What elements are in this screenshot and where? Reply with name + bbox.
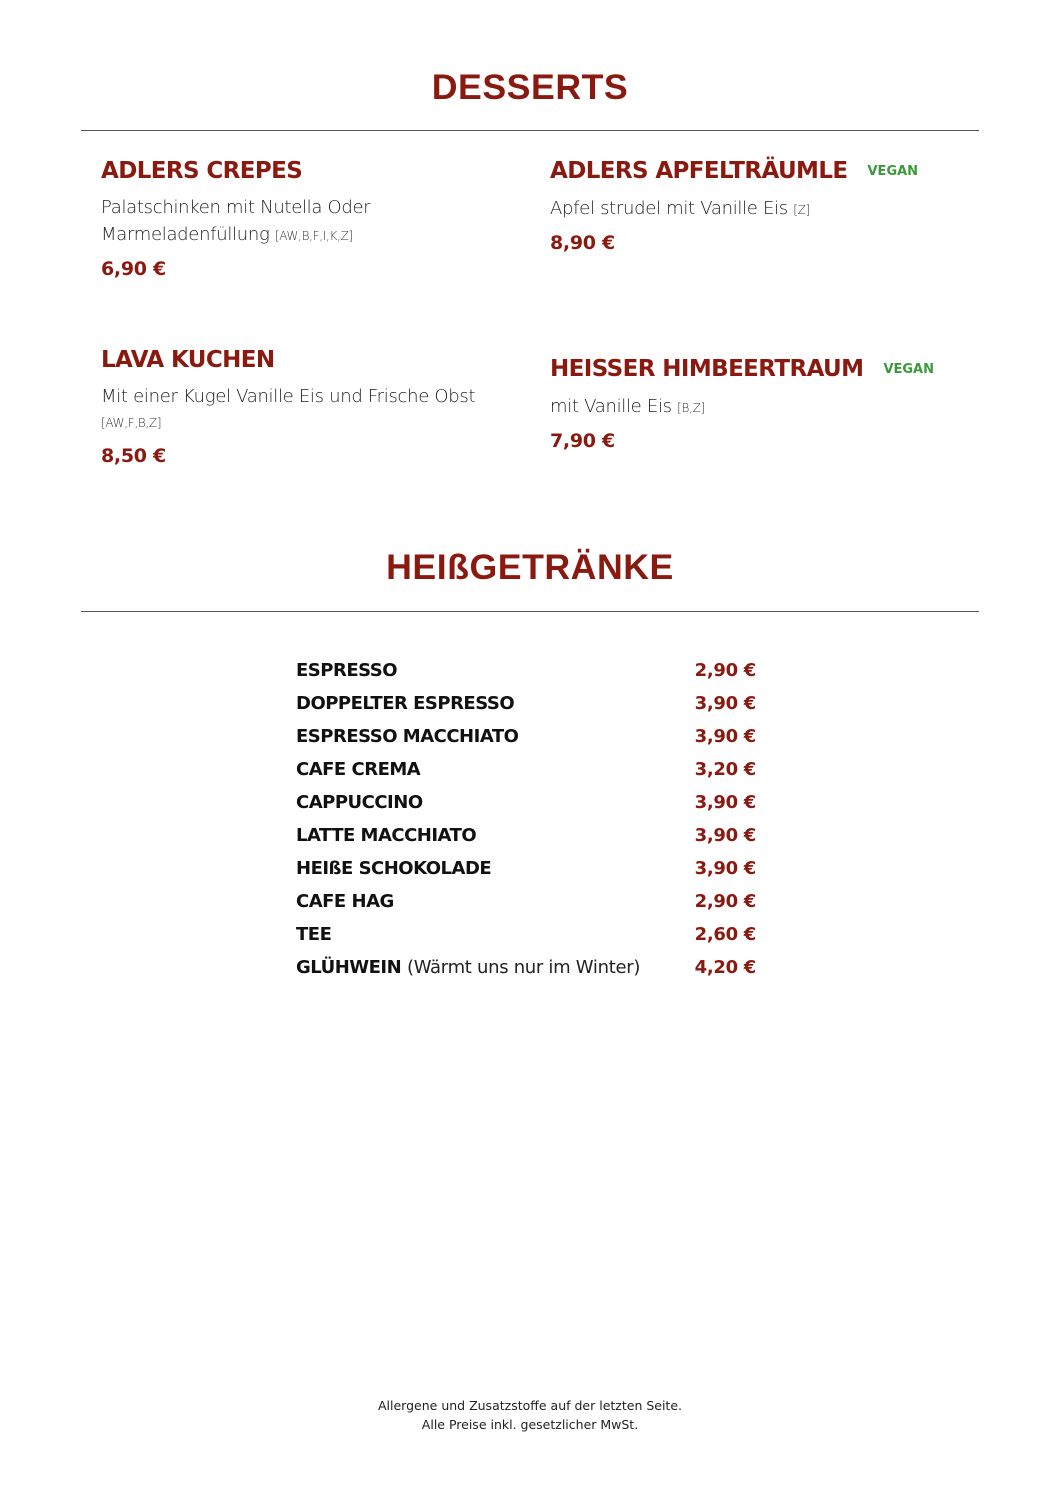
drink-row — [296, 792, 756, 825]
drink-row — [296, 660, 756, 693]
drink-price: 3,90 € — [694, 825, 756, 846]
dish-name: ADLERS CREPES — [101, 158, 303, 184]
drink-price: 3,90 € — [694, 693, 756, 714]
drink-price: 2,90 € — [694, 660, 756, 681]
drink-name: HEIßE SCHOKOLADE — [296, 858, 492, 879]
drink-name: CAPPUCCINO — [296, 792, 423, 813]
drink-name: TEE — [296, 924, 332, 945]
vegan-badge: VEGAN — [883, 361, 934, 377]
drink-name-group — [296, 957, 640, 978]
drink-price: 3,90 € — [694, 858, 756, 879]
drink-name: ESPRESSO — [296, 660, 398, 681]
drink-name: CAFE CREMA — [296, 759, 421, 780]
dish-name: ADLERS APFELTRÄUMLE — [550, 158, 848, 184]
hot-drinks-divider — [81, 611, 979, 612]
drink-row — [296, 891, 756, 924]
drink-note: (Wärmt uns nur im Winter) — [406, 957, 641, 978]
desserts-heading: DESSERTS — [431, 68, 629, 107]
description-text: Apfel strudel mit Vanille Eis — [550, 197, 788, 219]
allergen-codes: [AW,B,F,I,K,Z] — [274, 229, 353, 243]
drink-name: LATTE MACCHIATO — [296, 825, 477, 846]
dish-description — [550, 393, 970, 422]
drink-name: CAFE HAG — [296, 891, 394, 912]
drink-row — [296, 924, 756, 957]
drink-price: 2,60 € — [694, 924, 756, 945]
desserts-divider — [81, 130, 979, 131]
dish-name: LAVA KUCHEN — [101, 347, 275, 373]
allergen-codes: [AW,F,B,Z] — [101, 416, 162, 430]
description-text: Palatschinken mit Nutella Oder Marmeladenfüllung — [101, 197, 371, 245]
drink-name: ESPRESSO MACCHIATO — [296, 726, 519, 747]
drink-name: GLÜHWEIN — [296, 957, 402, 978]
footer-vat-note: Alle Preise inkl. gesetzlicher MwSt. — [421, 1417, 639, 1432]
dish-price: 8,50 € — [101, 445, 166, 467]
allergen-codes: [Z] — [793, 202, 810, 217]
dish-description — [550, 195, 970, 224]
drink-row — [296, 957, 756, 990]
dish-name-row — [550, 156, 970, 187]
drink-price: 3,90 € — [694, 792, 756, 813]
description-text: mit Vanille Eis — [550, 395, 672, 417]
footer-allergen-note: Allergene und Zusatzstoffe auf der letzten Seite. — [378, 1398, 682, 1413]
drink-row — [296, 726, 756, 759]
hot-drinks-heading: HEIßGETRÄNKE — [386, 548, 674, 587]
dish-price: 6,90 € — [101, 258, 166, 280]
dish-price: 8,90 € — [550, 231, 615, 254]
drink-row — [296, 693, 756, 726]
dish-description — [101, 194, 521, 250]
drink-price: 2,90 € — [694, 891, 756, 912]
dessert-item — [101, 156, 521, 280]
hot-drinks-list — [296, 660, 756, 990]
drink-row — [296, 858, 756, 891]
description-text: Mit einer Kugel Vanille Eis und Frische Obst — [101, 386, 476, 407]
dish-name-row — [550, 354, 970, 385]
drink-row — [296, 825, 756, 858]
allergen-codes: [B,Z] — [677, 400, 705, 415]
dessert-item — [550, 354, 970, 452]
dish-price: 7,90 € — [550, 429, 615, 452]
dish-description — [101, 383, 501, 437]
dish-name: HEISSER HIMBEERTRAUM — [550, 356, 864, 382]
dessert-item — [550, 156, 970, 254]
vegan-badge: VEGAN — [867, 163, 919, 179]
drink-price: 3,90 € — [694, 726, 756, 747]
drink-name: DOPPELTER ESPRESSO — [296, 693, 515, 714]
drink-price: 3,20 € — [694, 759, 756, 780]
drink-price: 4,20 € — [694, 957, 756, 978]
dessert-item — [101, 345, 501, 467]
drink-row — [296, 759, 756, 792]
footer-note — [0, 1396, 1060, 1434]
